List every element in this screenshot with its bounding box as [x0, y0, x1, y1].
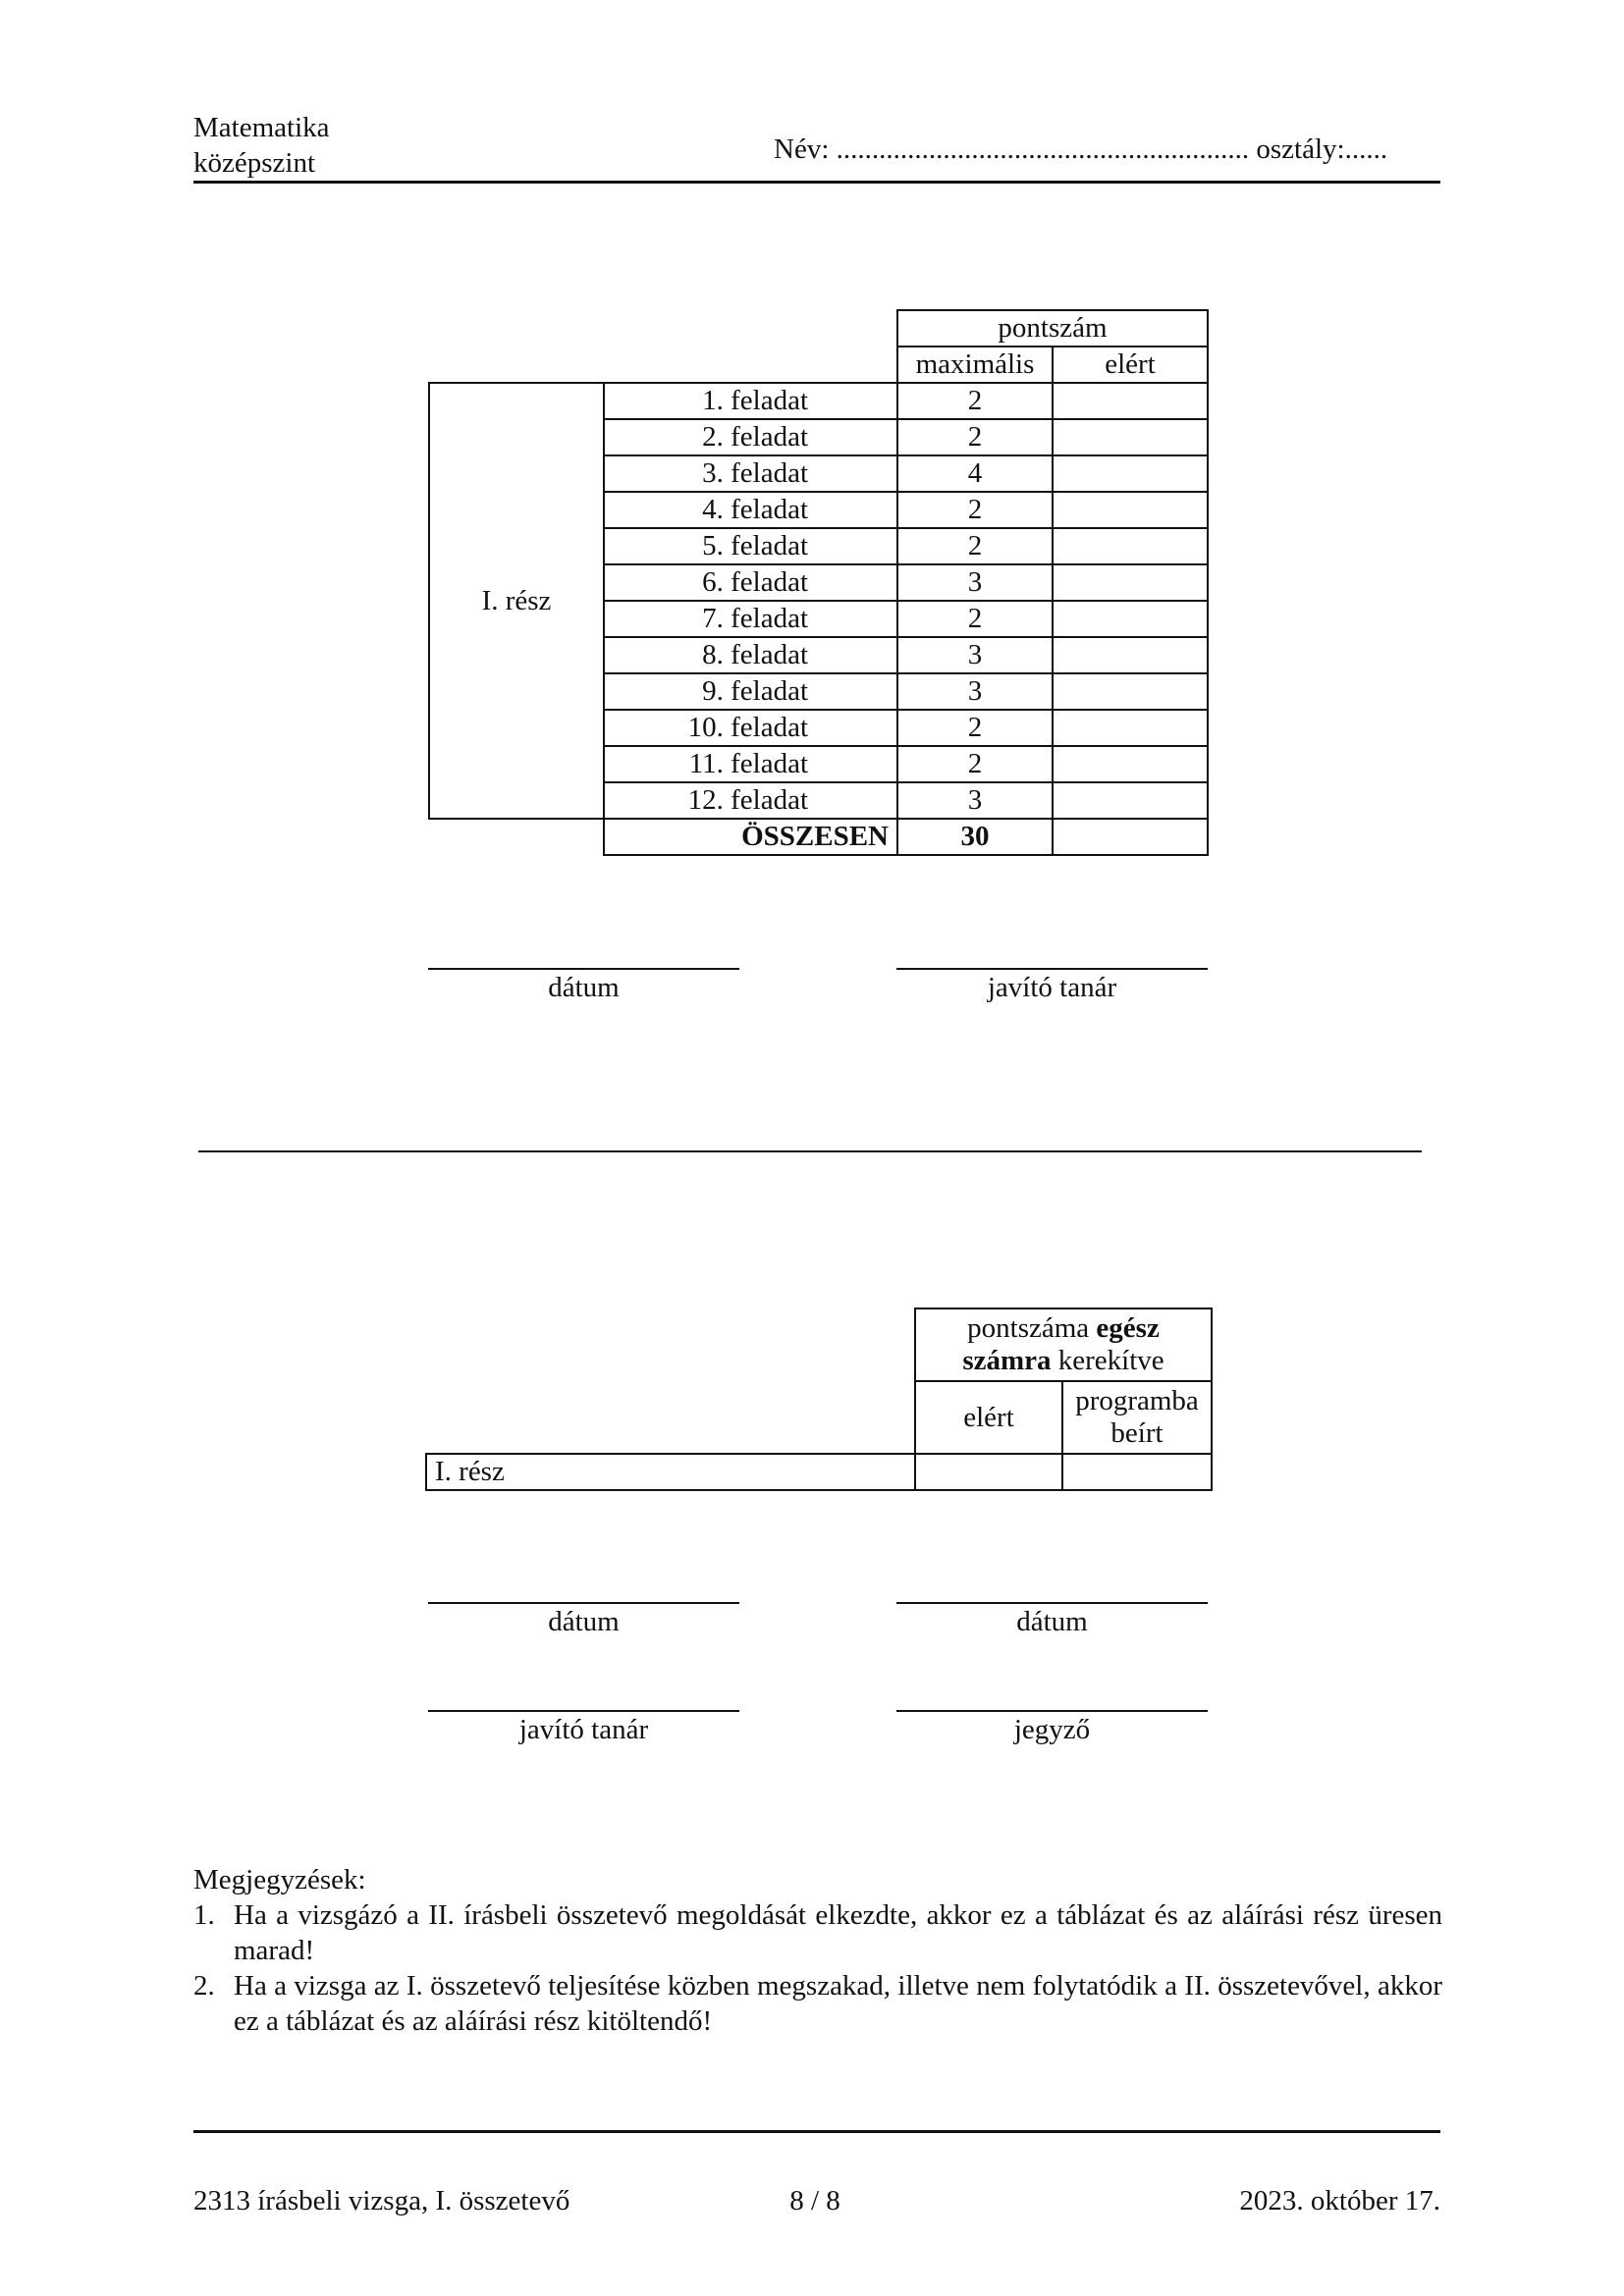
task-label: 5. feladat	[604, 528, 897, 564]
name-class-field: Név: .......................................................... osztály:......	[774, 133, 1388, 165]
task-label: 12. feladat	[604, 782, 897, 819]
achieved-points-cell[interactable]	[1053, 637, 1208, 673]
achieved-points-cell[interactable]	[1053, 673, 1208, 710]
total-achieved-cell[interactable]	[1053, 819, 1208, 855]
achieved-points-cell[interactable]	[1053, 492, 1208, 528]
teacher-label: javító tanár	[987, 972, 1117, 1003]
score-table	[428, 309, 1209, 856]
list-item: 2. Ha a vizsga az I. összetevő teljesítése közben megszakad, illetve nem folytatódik a II. összetevővel, akkor ez a táblázat és az aláírási rész kitöltendő!	[193, 1970, 1442, 2037]
total-row	[429, 819, 1208, 855]
achieved-points-cell[interactable]	[1053, 601, 1208, 637]
section-label: I. rész	[426, 1454, 915, 1490]
entered-rounded-cell[interactable]	[1062, 1454, 1212, 1490]
rounded-points-header: pontszáma egész számra kerekítve	[915, 1308, 1212, 1381]
task-label: 4. feladat	[604, 492, 897, 528]
notary-label: jegyző	[1013, 1714, 1091, 1745]
max-points: 2	[897, 601, 1053, 637]
page-number: 8 / 8	[789, 2185, 840, 2216]
achieved-points-cell[interactable]	[1053, 455, 1208, 492]
total-label: ÖSSZESEN	[604, 819, 897, 855]
notes-title: Megjegyzések:	[193, 1864, 366, 1896]
subject-title: Matematika	[193, 112, 330, 143]
section-label: I. rész	[429, 383, 604, 819]
table-row	[429, 383, 1208, 419]
task-label: 3. feladat	[604, 455, 897, 492]
achieved-points-cell[interactable]	[1053, 710, 1208, 746]
total-max-points: 30	[897, 819, 1053, 855]
teacher-signature-line[interactable]	[896, 968, 1208, 970]
task-label: 9. feladat	[604, 673, 897, 710]
date-label: dátum	[1016, 1606, 1088, 1637]
task-label: 6. feladat	[604, 564, 897, 601]
notes-section	[193, 1862, 1442, 2039]
achieved-points-cell[interactable]	[1053, 383, 1208, 419]
max-points: 2	[897, 746, 1053, 782]
subject-level: középszint	[193, 147, 316, 179]
task-label: 1. feladat	[604, 383, 897, 419]
max-points: 2	[897, 419, 1053, 455]
task-label: 2. feladat	[604, 419, 897, 455]
date-signature-line[interactable]	[428, 1602, 739, 1604]
entered-column-header: programba beírt	[1062, 1381, 1212, 1454]
achieved-column-header: elért	[1053, 347, 1208, 383]
task-label: 10. feladat	[604, 710, 897, 746]
teacher-signature-line[interactable]	[428, 1710, 739, 1712]
max-points: 2	[897, 528, 1053, 564]
date-label: dátum	[548, 972, 620, 1003]
max-points: 4	[897, 455, 1053, 492]
footer-date: 2023. október 17.	[1239, 2185, 1440, 2216]
achieved-rounded-cell[interactable]	[915, 1454, 1062, 1490]
points-group-header: pontszám	[897, 310, 1208, 347]
notary-signature-line[interactable]	[896, 1710, 1208, 1712]
achieved-points-cell[interactable]	[1053, 564, 1208, 601]
achieved-points-cell[interactable]	[1053, 528, 1208, 564]
max-points: 2	[897, 383, 1053, 419]
task-label: 8. feladat	[604, 637, 897, 673]
max-column-header: maximális	[897, 347, 1053, 383]
max-points: 3	[897, 782, 1053, 819]
date-label: dátum	[548, 1606, 620, 1637]
rounded-score-table	[425, 1308, 1213, 1491]
date-signature-line[interactable]	[896, 1602, 1208, 1604]
table-row	[426, 1454, 1212, 1490]
date-signature-line[interactable]	[428, 968, 739, 970]
notes-list	[193, 1897, 1442, 2039]
achieved-points-cell[interactable]	[1053, 746, 1208, 782]
max-points: 2	[897, 492, 1053, 528]
footer-exam-id: 2313 írásbeli vizsga, I. összetevő	[193, 2185, 570, 2216]
max-points: 2	[897, 710, 1053, 746]
task-label: 7. feladat	[604, 601, 897, 637]
max-points: 3	[897, 564, 1053, 601]
list-item: 1. Ha a vizsgázó a II. írásbeli összetevő megoldását elkezdte, akkor ez a táblázat és az aláírási rész üresen marad!	[193, 1899, 1442, 1966]
footer-rule	[193, 2130, 1440, 2133]
section-divider	[198, 1150, 1422, 1152]
header-rule	[193, 181, 1440, 184]
max-points: 3	[897, 637, 1053, 673]
achieved-points-cell[interactable]	[1053, 419, 1208, 455]
max-points: 3	[897, 673, 1053, 710]
achieved-points-cell[interactable]	[1053, 782, 1208, 819]
task-label: 11. feladat	[604, 746, 897, 782]
achieved-column-header: elért	[915, 1381, 1062, 1454]
teacher-label: javító tanár	[518, 1714, 649, 1745]
header-subject-block	[193, 110, 330, 181]
